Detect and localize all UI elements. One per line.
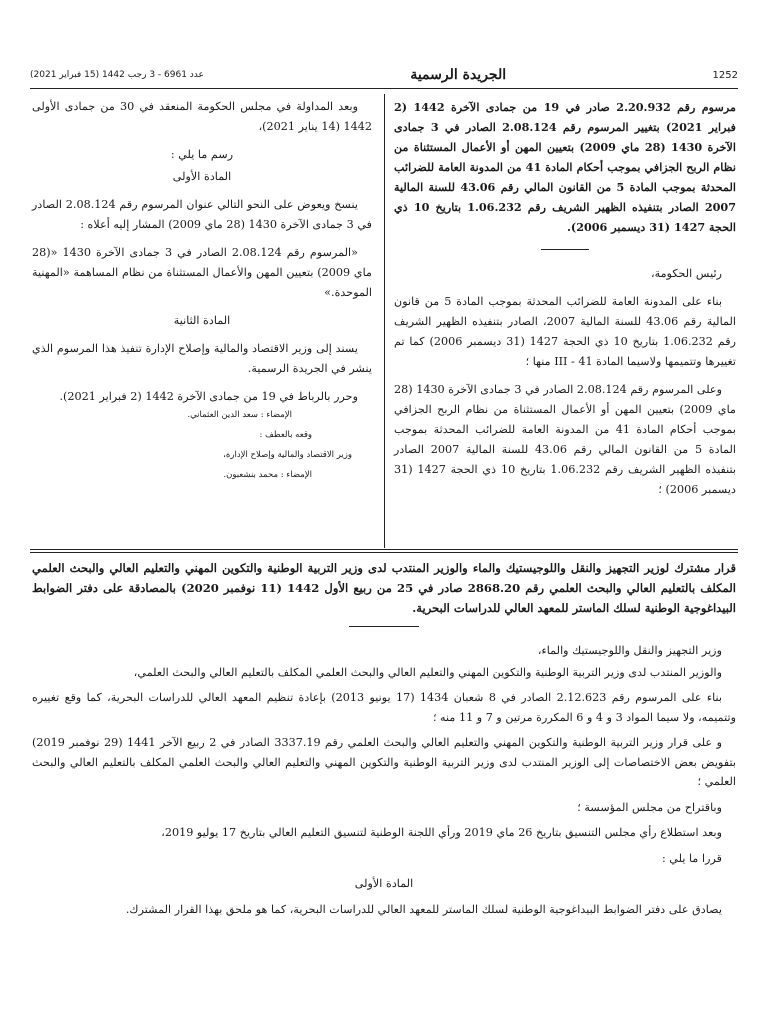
article-1-text: ينسخ ويعوض على النحو التالي عنوان المرسوم رقم 2.08.124 الصادر في 3 جمادى الآخرة 1430 (28 ماي 2009) المشار إليه أعلاه :: [32, 198, 372, 231]
decision-title: قرار مشترك لوزير التجهيز والنقل واللوجيستيك والماء والوزير المنتدب لدى وزير التربية الوطنية والتكوين المهني والتعليم العالي والبحث العلمي المكلف بالتعليم العالي والبحث العلمي رقم 2868.20 صادر في 25 من ربيع الأول 1442 (11 نوفمبر 2020) بالمصادقة على دفتر الضوابط البيداغوجية الوطنية لسلك الماستر للمعهد العالي للدراسات البحرية.: [32, 561, 736, 615]
bottom-paragraph-2: و على قرار وزير التربية الوطنية والتكوين المهني والتعليم العالي والبحث العلمي رقم 3337.19 الصادر في 2 ربيع الآخر 1441 (29 نوفمبر 2019) بتفويض بعض الاختصاصات إلى الوزير المنتدب لدى وزير التربية الوطنية والتكوين المهني والتعليم العالي والبحث العلمي المكلف بالتعليم العالي والبحث العلمي ؛: [32, 736, 736, 788]
minister-title: وزير الاقتصاد والمالية وإصلاح الإدارة،: [223, 450, 352, 460]
article-2-text: يسند إلى وزير الاقتصاد والمالية وإصلاح الإدارة تنفيذ هذا المرسوم الذي ينشر في الجريدة الرسمية.: [32, 342, 372, 375]
decreed-text: رسم ما يلي :: [170, 148, 234, 161]
minister-2: والوزير المنتدب لدى وزير التربية الوطنية والتكوين المهني والتعليم العالي والبحث العلمي المكلف بالتعليم العالي والبحث العلمي،: [133, 665, 722, 679]
preamble-paragraph-2: وعلى المرسوم رقم 2.08.124 الصادر في 3 جمادى الآخرة 1430 (28 ماي 2009) بتعيين المهن أو الأعمال المستثناة من نظام الربح الجزافي بموجب أحكام المادة 41 من المدونة العامة للضرائب المحدثة بموجب المادة 5 من القانون المالي رقم 43.06 للسنة المالية 2007 الصادر بتنفيذه الظهير الشريف رقم 1.06.232 بتاريخ 10 ذي الحجة 1427 (31 ديسمبر 2006) ؛: [394, 383, 737, 496]
title-rule: [541, 249, 589, 250]
bottom-article-1-heading: المادة الأولى: [354, 877, 414, 890]
preamble-paragraph-1: بناء على المدونة العامة للضرائب المحدثة بموجب المادة 5 من قانون المالية رقم 43.06 للسنة المالية 2007، الصادر بتنفيذه الظهير الشريف رقم 1.06.232 بتاريخ 10 ذي الحجة 1427 (31 ديسمبر 2006) كما تم تغييرها وتتميمها ولاسيما المادة 41 - III منها ؛: [394, 295, 736, 368]
left-column: [32, 97, 372, 491]
article-1-quote: «المرسوم رقم 2.08.124 الصادر في 3 جمادى الآخرة 1430 «(28 ماي 2009) بتعيين المهن والأعمال المستثناة من نظام المساهمة «المهنية الموحدة.»: [32, 246, 373, 299]
minister-1: وزير التجهيز والنقل واللوجيستيك والماء،: [537, 644, 722, 657]
deliberation-text: وبعد المداولة في مجلس الحكومة المنعقد في 30 من جمادى الأولى 1442 (14 يناير 2021)،: [32, 100, 372, 133]
decision-rule: [349, 626, 419, 627]
article-1-heading: المادة الأولى: [172, 170, 232, 183]
signature-2: الإمضاء : محمد بنشعبون.: [223, 470, 312, 480]
done-at-text: وحرر بالرباط في 19 من جمادى الآخرة 1442 (2 فبراير 2021).: [59, 390, 358, 403]
head-of-government: رئيس الحكومة،: [650, 267, 722, 280]
bottom-section: [32, 558, 736, 925]
article-2-heading: المادة الثانية: [173, 314, 231, 327]
issue-info: عدد 6961 - 3 رجب 1442 (15 فبراير 2021): [30, 70, 204, 80]
bottom-paragraph-1: بناء على المرسوم رقم 2.12.623 الصادر في 8 شعبان 1434 (17 يونيو 2013) بإعادة تنظيم المعهد العالي للدراسات البحرية، كما وقع تغييره وتتميمه، ولا سيما المواد 3 و 4 و 6 المكررة مرتين و 7 و 11 منه ؛: [32, 691, 736, 724]
page-number: 1252: [712, 69, 738, 81]
countersigned-text: وقعه بالعطف :: [259, 430, 312, 440]
bottom-article-1-text: يصادق على دفتر الضوابط البيداغوجية الوطنية لسلك الماستر للمعهد العالي للدراسات البحرية، كما هو ملحق بهذا القرار المشترك.: [125, 902, 722, 916]
decree-title: مرسوم رقم 2.20.932 صادر في 19 من جمادى الآخرة 1442 (2 فبراير 2021) بتغيير المرسوم رقم 2.08.124 الصادر في 3 جمادى الآخرة 1430 (28 ماي 2009) بتعيين المهن أو الأعمال المستثناة من نظام الربح الجزافي بموجب أحكام المادة 41 من المدونة العامة للضرائب المحدثة بموجب المادة 5 من القانون المالي رقم 43.06 للسنة المالية 2007 الصادر بتنفيذه الظهير الشريف رقم 1.06.232 بتاريخ 10 ذي الحجة 1427 (31 ديسمبر 2006).: [394, 100, 737, 234]
bottom-paragraph-3: وباقتراح من مجلس المؤسسة ؛: [577, 800, 722, 814]
signature-1: الإمضاء : سعد الدين العثماني.: [187, 410, 292, 420]
header-divider: [30, 88, 738, 89]
column-divider: [384, 94, 385, 548]
section-divider-1: [30, 549, 738, 550]
decided-text: قررا ما يلي :: [661, 851, 722, 865]
right-column: [394, 97, 736, 508]
section-divider-2: [30, 552, 738, 553]
journal-title: الجريدة الرسمية: [410, 67, 507, 83]
page-header: [30, 64, 738, 86]
bottom-paragraph-4: وبعد استطلاع رأي مجلس التنسيق بتاريخ 26 ماي 2019 ورأي اللجنة الوطنية لتنسيق التعليم العالي بتاريخ 17 يوليو 2019،: [161, 826, 722, 839]
